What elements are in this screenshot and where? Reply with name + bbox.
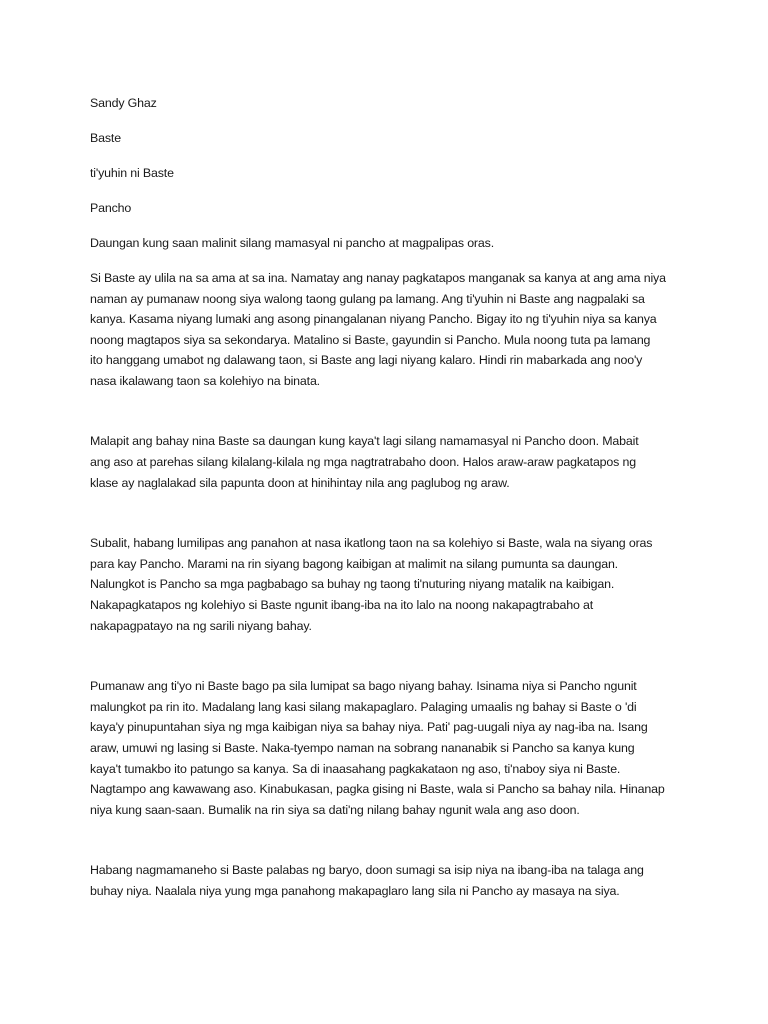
paragraph-line: Nagtampo ang kawawang aso. Kinabukasan, pagka gising ni Baste, wala si Pancho sa bahay nila. Hinanap	[90, 782, 665, 797]
paragraph-line: ang aso at parehas silang kilalang-kilala ng mga nagtratrabaho doon. Halos araw-araw pagkatapos ng	[90, 455, 636, 470]
paragraph-line: Si Baste ay ulila na sa ama at sa ina. Namatay ang nanay pagkatapos manganak sa kanya at ang ama niya	[90, 270, 666, 285]
paragraph-line: naman ay pumanaw noong siya walong taong gulang pa lamang. Ang ti'yuhin ni Baste ang nagpalaki sa	[90, 291, 645, 306]
paragraph-line: Nalungkot is Pancho sa mga pagbabago sa buhay ng taong ti'nuturing niyang matalik na kaibigan.	[90, 577, 615, 592]
character-uncle: ti'yuhin ni Baste	[90, 165, 174, 180]
paragraph-line: nakapagpatayo na ng sarili niyang bahay.	[90, 618, 312, 633]
paragraph-line: niya kung saan-saan. Bumalik na rin siya sa dati'ng nilang bahay ngunit wala ang aso doon.	[90, 802, 580, 817]
author-name: Sandy Ghaz	[90, 96, 157, 110]
paragraph-line: Nakapagkatapos ng kolehiyo si Baste ngunit ibang-iba na ito lalo na noong nakapagtrabaho at	[90, 598, 594, 613]
paragraph-line: malungkot pa rin ito. Madalang lang kasi silang makapaglaro. Palaging umaalis ng bahay si Baste o 'di	[90, 699, 637, 714]
paragraph-line: Subalit, habang lumilipas ang panahon at nasa ikatlong taon na sa kolehiyo si Baste, wala na siyang oras	[90, 536, 653, 551]
setting-description: Daungan kung saan malinit silang mamasyal ni pancho at magpalipas oras.	[90, 235, 494, 250]
paragraph-line: araw, umuwi ng lasing si Baste. Naka-tyempo naman na sobrang nananabik si Pancho sa kanya kung	[90, 741, 635, 756]
paragraph-line: Pumanaw ang ti'yo ni Baste bago pa sila lumipat sa bago niyang bahay. Isinama niya si Pancho ngunit	[90, 679, 637, 694]
paragraph-line: klase ay naglalakad sila papunta doon at hinihintay nila ang paglubog ng araw.	[90, 475, 510, 490]
character-baste: Baste	[90, 130, 121, 145]
paragraph-line: kanya. Kasama niyang lumaki ang asong pinangalanan niyang Pancho. Bigay ito ng ti'yuhin niya sa kanya	[90, 312, 657, 327]
document-body	[90, 93, 670, 916]
paragraph-2	[90, 431, 670, 493]
paragraph-4	[90, 676, 670, 820]
paragraph-line: para kay Pancho. Marami na rin siyang bagong kaibigan at malimit na silang pumunta sa daungan.	[90, 556, 618, 571]
paragraph-line: nasa ikalawang taon sa kolehiyo na binata.	[90, 373, 320, 388]
paragraph-line: kaya'y pinupuntahan siya ng mga kaibigan niya sa bahay niya. Pati' pag-uugali niya ay nag-iba na. Isang	[90, 720, 648, 735]
paragraph-line: Malapit ang bahay nina Baste sa daungan kung kaya't lagi silang namamasyal ni Pancho doon. Mabait	[90, 434, 639, 449]
paragraph-1	[90, 268, 670, 392]
paragraph-line: buhay niya. Naalala niya yung mga panahong makapaglaro lang sila ni Pancho ay masaya na siya.	[90, 883, 620, 898]
character-pancho: Pancho	[90, 200, 132, 215]
paragraph-3	[90, 533, 670, 636]
paragraph-5	[90, 860, 670, 901]
paragraph-line: ito hanggang umabot ng dalawang taon, si Baste ang lagi niyang kalaro. Hindi rin mabarkada ang noo'y	[90, 353, 643, 368]
paragraph-line: kaya't tumakbo ito patungo sa kanya. Sa di inaasahang pagkakataon ng aso, ti'naboy siya ni Baste.	[90, 761, 621, 776]
paragraph-line: Habang nagmamaneho si Baste palabas ng baryo, doon sumagi sa isip niya na ibang-iba na talaga ang	[90, 863, 644, 878]
paragraph-line: noong magtapos siya sa sekondarya. Matalino si Baste, gayundin si Pancho. Mula noong tuta pa lamang	[90, 332, 651, 347]
